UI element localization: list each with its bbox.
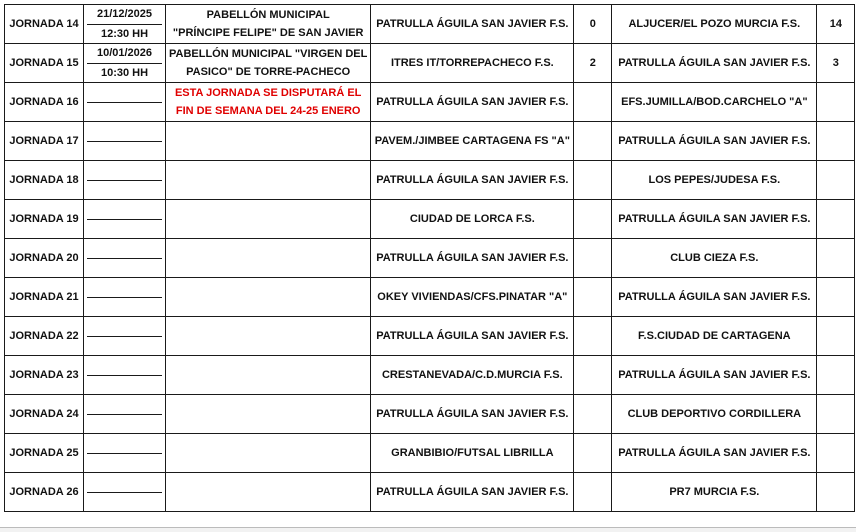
venue-cell [166,278,371,317]
time-text [87,181,162,200]
date-text [87,83,162,103]
date-text: 21/12/2025 [87,5,162,25]
venue-cell [166,434,371,473]
jornada-cell: JORNADA 18 [5,161,84,200]
table-row [5,473,855,512]
time-text [87,337,162,356]
date-text [87,200,162,220]
window-bottom-edge [0,527,856,532]
away-team-cell: PR7 MURCIA F.S. [612,473,817,512]
jornada-cell: JORNADA 15 [5,44,84,83]
table-row [5,239,855,278]
away-score-cell [817,356,855,395]
away-score-cell [817,434,855,473]
jornada-cell: JORNADA 21 [5,278,84,317]
venue-line-2: "PRÍNCIPE FELIPE" DE SAN JAVIER [172,27,364,39]
date-time-cell [84,356,166,395]
home-score-cell [574,83,612,122]
table-row [5,161,855,200]
jornada-cell: JORNADA 14 [5,5,84,44]
date-text [87,122,162,142]
away-team-cell: PATRULLA ÁGUILA SAN JAVIER F.S. [612,44,817,83]
home-team-cell: PATRULLA ÁGUILA SAN JAVIER F.S. [371,83,574,122]
away-score-cell [817,395,855,434]
date-time-cell [84,161,166,200]
date-text [87,278,162,298]
away-score-cell: 3 [817,44,855,83]
schedule-table [4,4,855,512]
home-score-cell [574,434,612,473]
home-score-cell: 2 [574,44,612,83]
away-team-cell: PATRULLA ÁGUILA SAN JAVIER F.S. [612,200,817,239]
jornada-cell: JORNADA 20 [5,239,84,278]
home-team-cell: GRANBIBIO/FUTSAL LIBRILLA [371,434,574,473]
away-score-cell [817,473,855,512]
home-team-cell: PATRULLA ÁGUILA SAN JAVIER F.S. [371,473,574,512]
home-team-cell: PATRULLA ÁGUILA SAN JAVIER F.S. [371,239,574,278]
home-score-cell [574,239,612,278]
home-score-cell [574,317,612,356]
time-text [87,376,162,395]
date-time-cell [84,5,166,44]
date-text [87,434,162,454]
away-score-cell: 14 [817,5,855,44]
venue-cell [166,239,371,278]
venue-cell [166,122,371,161]
jornada-cell: JORNADA 25 [5,434,84,473]
home-score-cell [574,473,612,512]
home-score-cell [574,122,612,161]
jornada-cell: JORNADA 23 [5,356,84,395]
away-team-cell: PATRULLA ÁGUILA SAN JAVIER F.S. [612,278,817,317]
date-time-cell [84,239,166,278]
table-row [5,434,855,473]
home-score-cell [574,356,612,395]
time-text [87,454,162,473]
date-time-cell [84,122,166,161]
venue-line-1: ESTA JORNADA SE DISPUTARÁ EL [174,87,362,99]
date-time-cell [84,83,166,122]
venue-cell [166,161,371,200]
away-team-cell: CLUB DEPORTIVO CORDILLERA [612,395,817,434]
away-team-cell: PATRULLA ÁGUILA SAN JAVIER F.S. [612,122,817,161]
home-team-cell: OKEY VIVIENDAS/CFS.PINATAR "A" [371,278,574,317]
home-score-cell [574,200,612,239]
date-time-cell [84,473,166,512]
venue-cell [166,317,371,356]
venue-line-2: FIN DE SEMANA DEL 24-25 ENERO [175,105,361,117]
table-row [5,395,855,434]
venue-cell [166,44,371,83]
away-team-cell: PATRULLA ÁGUILA SAN JAVIER F.S. [612,356,817,395]
away-score-cell [817,317,855,356]
time-text: 12:30 HH [100,27,149,40]
time-text [87,493,162,512]
venue-cell [166,395,371,434]
venue-cell [166,356,371,395]
home-team-cell: PAVEM./JIMBEE CARTAGENA FS "A" [371,122,574,161]
away-score-cell [817,239,855,278]
date-text [87,317,162,337]
away-team-cell: ALJUCER/EL POZO MURCIA F.S. [612,5,817,44]
date-time-cell [84,434,166,473]
table-row [5,278,855,317]
home-team-cell: PATRULLA ÁGUILA SAN JAVIER F.S. [371,395,574,434]
home-team-cell: PATRULLA ÁGUILA SAN JAVIER F.S. [371,161,574,200]
venue-line-2: PASICO" DE TORRE-PACHECO [186,66,351,78]
away-score-cell [817,122,855,161]
time-text [87,298,162,317]
time-text [87,142,162,161]
venue-cell [166,5,371,44]
venue-line-1: PABELLÓN MUNICIPAL "VIRGEN DEL [169,48,368,60]
table-row [5,317,855,356]
date-text [87,356,162,376]
jornada-cell: JORNADA 26 [5,473,84,512]
date-text [87,473,162,493]
away-team-cell: LOS PEPES/JUDESA F.S. [612,161,817,200]
away-score-cell [817,83,855,122]
away-score-cell [817,161,855,200]
jornada-cell: JORNADA 17 [5,122,84,161]
table-row [5,356,855,395]
date-time-cell [84,200,166,239]
home-team-cell: PATRULLA ÁGUILA SAN JAVIER F.S. [371,317,574,356]
table-row [5,44,855,83]
jornada-cell: JORNADA 22 [5,317,84,356]
home-team-cell: PATRULLA ÁGUILA SAN JAVIER F.S. [371,5,574,44]
away-team-cell: PATRULLA ÁGUILA SAN JAVIER F.S. [612,434,817,473]
away-team-cell: EFS.JUMILLA/BOD.CARCHELO "A" [612,83,817,122]
time-text [87,415,162,434]
time-text [87,103,162,122]
home-score-cell [574,395,612,434]
home-team-cell: CRESTANEVADA/C.D.MURCIA F.S. [371,356,574,395]
venue-cell [166,200,371,239]
home-score-cell [574,161,612,200]
table-row [5,83,855,122]
date-time-cell [84,395,166,434]
away-team-cell: CLUB CIEZA F.S. [612,239,817,278]
venue-cell [166,83,371,122]
table-row [5,122,855,161]
date-text [87,395,162,415]
venue-line-1: PABELLÓN MUNICIPAL [206,9,330,21]
date-text [87,161,162,181]
home-score-cell: 0 [574,5,612,44]
time-text [87,259,162,278]
home-score-cell [574,278,612,317]
jornada-cell: JORNADA 16 [5,83,84,122]
date-text [87,239,162,259]
date-time-cell [84,278,166,317]
date-time-cell [84,317,166,356]
date-time-cell [84,44,166,83]
away-team-cell: F.S.CIUDAD DE CARTAGENA [612,317,817,356]
table-row [5,5,855,44]
schedule-rows [5,5,855,512]
time-text [87,220,162,239]
date-text: 10/01/2026 [87,44,162,64]
home-team-cell: CIUDAD DE LORCA F.S. [371,200,574,239]
time-text: 10:30 HH [100,66,149,79]
home-team-cell: ITRES IT/TORREPACHECO F.S. [371,44,574,83]
jornada-cell: JORNADA 24 [5,395,84,434]
away-score-cell [817,278,855,317]
venue-cell [166,473,371,512]
away-score-cell [817,200,855,239]
table-row [5,200,855,239]
jornada-cell: JORNADA 19 [5,200,84,239]
